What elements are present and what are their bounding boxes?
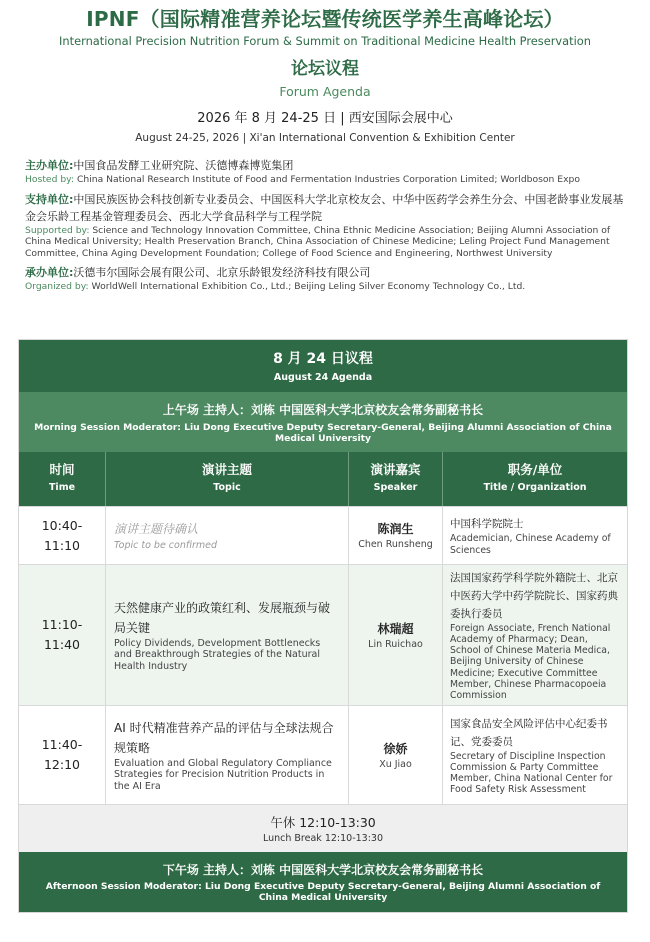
date-venue: 2026 年 8 月 24-25 日 | 西安国际会展中心 (197, 111, 453, 126)
page-header (0, 6, 650, 145)
morning-session-title-en: Morning Session Moderator: Liu Dong Executive Deputy Secretary-General, Beijing Alumni Association of China Medical University (34, 422, 612, 444)
table-row (19, 506, 627, 564)
agenda-heading-en: Forum Agenda (279, 84, 371, 99)
col-topic: 演讲主题 Topic (106, 452, 349, 506)
col-speaker: 演讲嘉宾 Speaker (349, 452, 443, 506)
row-title: 国家食品安全风险评估中心纪委书记、党委委员 Secretary of Discipline Inspection Commission & Party Committee Member, China National Center for Food Safety Risk Assessment (450, 717, 613, 796)
row-time: 11:10- 11:40 (19, 565, 106, 705)
morning-session-title: 上午场 主持人：刘栋 中国医科大学北京校友会常务副秘书长 (162, 403, 484, 417)
col-title: 职务/单位 Title / Organization (483, 462, 587, 493)
date-venue-en: August 24-25, 2026 | Xi'an International Convention & Exhibition Center (135, 132, 515, 144)
row-title: 法国国家药学科学院外籍院士、北京中医药大学中药学院院长、国家药典委执行委员 Foreign Associate, French National Academy of Pharmacy; Dean, School of Chinese Materia Medica, Beijing University of Chinese Medicine; Executive Committee Member, Chinese Pharmacopoeia Commission (450, 571, 618, 701)
organize-text: 沃德韦尔国际会展有限公司、北京乐龄银发经济科技有限公司 (73, 266, 371, 279)
host-text: 中国食品发酵工业研究院、沃德博森博览集团 (73, 159, 294, 172)
row-topic: AI 时代精准营养产品的评估与全球法规合规策略 Evaluation and Global Regulatory Compliance Strategies for Precision Nutrition Products in the AI Era (106, 706, 349, 804)
table-row (19, 564, 627, 705)
day-header (19, 340, 627, 392)
morning-session-header (19, 392, 627, 452)
row-title: 中国科学院院士 Academician, Chinese Academy of Sciences (450, 518, 611, 556)
host-text-en: China National Research Institute of Food and Fermentation Industries Corporation Limited; Worldboson Expo (76, 174, 580, 185)
row-speaker: 陈润生 Chen Runsheng (349, 507, 443, 564)
afternoon-session-header (19, 852, 627, 912)
host-block (25, 157, 632, 186)
row-speaker: 徐娇 Xu Jiao (349, 706, 443, 804)
support-label: 支持单位: (25, 192, 74, 206)
day-title: 8 月 24 日议程 (273, 351, 373, 367)
forum-title: IPNF（国际精准营养论坛暨传统医学养生高峰论坛） (86, 7, 564, 31)
host-label-en: Hosted by: (25, 174, 75, 185)
support-block (25, 191, 632, 260)
forum-title-en: International Precision Nutrition Forum & Summit on Traditional Medicine Health Preservation (59, 34, 591, 48)
organize-text-en: WorldWell International Exhibition Co., Ltd.; Beijing Leling Silver Economy Technology Co., Ltd. (91, 281, 526, 292)
col-time: 时间 Time (19, 452, 106, 506)
afternoon-session-title: 下午场 主持人：刘栋 中国医科大学北京校友会常务副秘书长 (162, 863, 484, 877)
row-speaker: 林瑞超 Lin Ruichao (349, 565, 443, 705)
day-title-en: August 24 Agenda (273, 372, 373, 383)
row-time: 10:40- 11:10 (19, 507, 106, 564)
support-text: 中国民族医协会科技创新专业委员会、中国医科大学北京校友会、中华中医药学会养生分会、中国老龄事业发展基金会乐龄工程基金管理委员会、西北大学食品科学与工程学院 (25, 192, 624, 223)
column-headers (19, 452, 627, 506)
agenda-heading: 论坛议程 (291, 59, 359, 79)
table-row (19, 705, 627, 804)
support-label-en: Supported by: (25, 224, 90, 236)
agenda-table (18, 339, 628, 913)
support-text-en: Science and Technology Innovation Committee, China Ethnic Medicine Association; Beijing Alumni Association of China Medical University; Health Preservation Branch, China Association of Chinese Medicine; Leling Project Fund Management Committee, China Aging Development Foundation; College of Food Science and Engineering, Northwest University (25, 224, 611, 259)
organizers-section (25, 157, 632, 293)
lunch-break (19, 804, 627, 852)
row-time: 11:40- 12:10 (19, 706, 106, 804)
organize-block (25, 264, 632, 293)
lunch-break-cn: 午休 12:10-13:30 (270, 815, 376, 830)
host-label: 主办单位: (25, 159, 74, 172)
row-topic: 天然健康产业的政策红利、发展瓶颈与破局关键 Policy Dividends, Development Bottlenecks and Breakthrough Strategies of the Natural Health Industry (106, 565, 349, 705)
organize-label: 承办单位: (25, 266, 74, 279)
row-topic: 演讲主题待确认 Topic to be confirmed (106, 507, 349, 564)
organize-label-en: Organized by: (25, 281, 89, 292)
lunch-break-en: Lunch Break 12:10-13:30 (262, 833, 384, 844)
afternoon-session-title-en: Afternoon Session Moderator: Liu Dong Executive Deputy Secretary-General, Beijing Alumni Association of China Medical University (45, 881, 601, 903)
